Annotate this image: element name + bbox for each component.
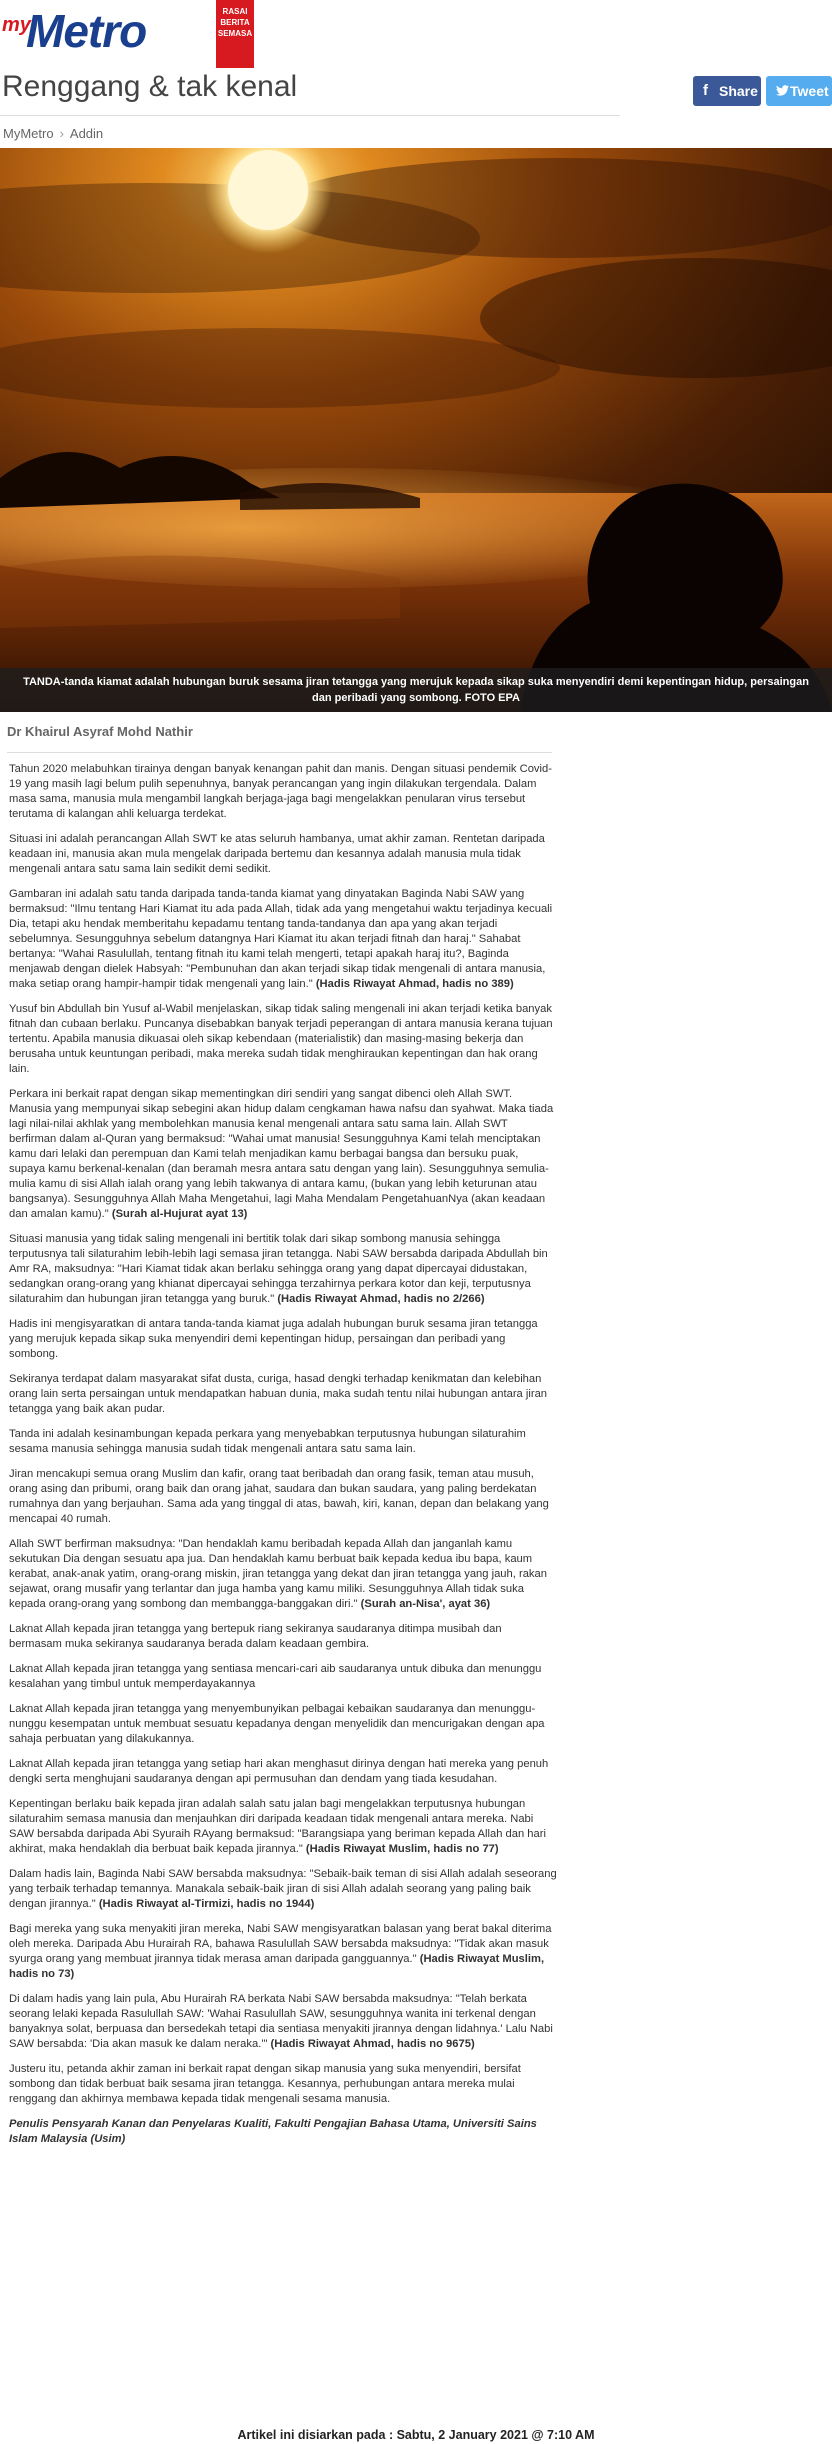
article-paragraph: Kepentingan berlaku baik kepada jiran adalah salah satu jalan bagi mengelakkan terputusnya hubungan silaturahim semasa manusia dan menjauhkan diri daripada keadaan tidak mengenali antara mereka. Nabi SAW bersabda daripada Abi Syuraih RAyang bermaksud: "Barangsiapa yang beriman kepada Allah dan hari akhirat, maka hendaklah dia berbuat baik kepada jirannya." (Hadis Riwayat Muslim, hadis no 77)	[9, 1798, 546, 1855]
article-paragraphs	[9, 762, 557, 2107]
logo-prefix: my	[2, 14, 31, 36]
logo-name: Metro	[26, 5, 147, 57]
facebook-icon: f	[703, 82, 708, 99]
article-paragraph: Perkara ini berkait rapat dengan sikap mementingkan diri sendiri yang sangat dibenci oleh Allah SWT. Manusia yang mempunyai sikap sebegini akan hidup dalam cengkaman hawa nafsu dan syahwat. Maka tiada lagi nilai-nilai akhlak yang membolehkan manusia kenal mengenali antara satu sama lain. Allah SWT berfirman dalam al-Quran yang bermaksud: "Wahai umat manusia! Sesungguhnya Kami telah menciptakan kamu dari lelaki dan perempuan dan Kami telah menjadikan kamu berbagai bangsa dan bersuku puak, supaya kamu berkenal-kenalan (dan beramah mesra antara satu dengan yang lain). Sesungguhnya semulia-mulia kamu di sisi Allah ialah orang yang lebih takwanya di antara kamu, (bukan yang lebih keturunan atau bangsanya). Sesungguhnya Allah Maha Mengetahui, lagi Maha Mendalam PengetahuanNya (akan keadaan dan amalan kamu)." (Surah al-Hujurat ayat 13)	[9, 1088, 554, 1220]
citation: (Hadis Riwayat Muslim, hadis no 77)	[305, 1843, 499, 1855]
article-paragraph: Yusuf bin Abdullah bin Yusuf al-Wabil menjelaskan, sikap tidak saling mengenali ini akan terjadi ketika banyak fitnah dan cubaan berlaku. Puncanya disebabkan banyak terjadi peperangan di antara manusia kerana tujuan tertentu. Apabila manusia dikuasai oleh sikap kebendaan (materialistik) dan masing-masing bekerja dan berusaha untuk keuntungan peribadi, maka mereka sudah tidak menghiraukan kepentingan dan hak orang lain.	[9, 1003, 553, 1075]
site-logo[interactable]	[0, 0, 256, 70]
breadcrumb-item-addin[interactable]: Addin	[69, 126, 104, 141]
article-paragraph: Gambaran ini adalah satu tanda daripada tanda-tanda kiamat yang dinyatakan Baginda Nabi SAW yang bermaksud: "Ilmu tentang Hari Kiamat itu ada pada Allah, tidak ada yang mengetahui waktu terjadinya kecuali Dia, tetapi aku hendak memberitahu kepadamu tentang tanda-tandanya dan apa yang akan terjadi sebelumnya. Sesungguhnya sebelum datangnya Hari Kiamat itu akan terjadi fitnah dan haraj." Sahabat bertanya: "Wahai Rasulullah, tentang fitnah itu kami telah mengerti, tetapi apakah haraj itu?, Baginda menjawab dengan dielek Habsyah: "Pembunuhan dan akan terjadi sikap tidak mengenali di antara manusia, maka setiap orang hampir-hampir tidak mengenali yang lain." (Hadis Riwayat Ahmad, hadis no 389)	[9, 888, 553, 990]
article-paragraph: Jiran mencakupi semua orang Muslim dan kafir, orang taat beribadah dan orang fasik, teman atau musuh, orang asing dan pribumi, orang baik dan orang jahat, saudara dan bukan saudara, yang paling berdekatan rumahnya dan yang berjauhan. Sama ada yang tinggal di atas, bawah, kiri, kanan, depan dan belakang yang mencapai 40 rumah.	[9, 1468, 549, 1525]
image-caption: TANDA-tanda kiamat adalah hubungan buruk sesama jiran tetangga yang merujuk kepada sikap suka menyendiri demi kepentingan hidup, persaingan dan peribadi yang sombong. FOTO EPA	[0, 668, 832, 712]
breadcrumb-item-mymetro[interactable]: MyMetro	[3, 126, 54, 141]
article-paragraph: Laknat Allah kepada jiran tetangga yang menyembunyikan pelbagai kebaikan saudaranya dan menunggu-nunggu kesempatan untuk membuat sesuatu kepadanya dengan menyelidik dan mencurigakan dengan apa sahaja perbuatan yang dilakukannya.	[9, 1703, 545, 1745]
author-note: Penulis Pensyarah Kanan dan Penyelaras Kualiti, Fakulti Pengajian Bahasa Utama, Universiti Sains Islam Malaysia (Usim)	[9, 2118, 537, 2145]
facebook-share-button[interactable]	[693, 76, 761, 106]
article-paragraph: Bagi mereka yang suka menyakiti jiran mereka, Nabi SAW mengisyaratkan balasan yang berat bakal diterima oleh mereka. Daripada Abu Hurairah RA, bahawa Rasulullah SAW bersabda maksudnya: "Tidak akan masuk syurga orang yang membuat jirannya tidak merasa aman daripada gangguannya." (Hadis Riwayat Muslim, hadis no 73)	[9, 1923, 552, 1980]
citation: (Hadis Riwayat Ahmad, hadis no 9675)	[270, 2038, 475, 2050]
article-paragraph: Tanda ini adalah kesinambungan kepada perkara yang menyebabkan terputusnya hubungan silaturahim sesama manusia sehingga manusia sudah tidak mengenali antara satu sama lain.	[9, 1428, 526, 1455]
article-paragraph: Situasi manusia yang tidak saling mengenali ini bertitik tolak dari sikap sombong manusia sehingga terputusnya tali silaturahim lebih-lebih lagi semasa jiran tetangga. Nabi SAW bersabda daripada Abdullah bin Amr RA, maksudnya: "Hari Kiamat tidak akan berlaku sehingga orang yang dapat dipercayai didustakan, sedangkan orang-orang yang khianat dipercayai sehingga terzahirnya perkara kotor dan keji, terputusnya silaturahim dan hubungan jiran tetangga yang buruk." (Hadis Riwayat Ahmad, hadis no 2/266)	[9, 1233, 548, 1305]
citation: (Surah al-Hujurat ayat 13)	[111, 1208, 248, 1220]
citation: (Hadis Riwayat Ahmad, hadis no 389)	[315, 978, 514, 990]
article-paragraph: Laknat Allah kepada jiran tetangga yang setiap hari akan menghasut dirinya dengan hati mereka yang penuh dengki serta menghujani saudaranya dengan api permusuhan dan dendam yang tiada kesudahan.	[9, 1758, 549, 1785]
citation: (Hadis Riwayat Muslim, hadis no 73)	[9, 1953, 545, 1980]
breadcrumb	[3, 126, 103, 141]
page-title: Renggang & tak kenal	[2, 70, 298, 103]
article-paragraph: Dalam hadis lain, Baginda Nabi SAW bersabda maksudnya: "Sebaik-baik teman di sisi Allah adalah seseorang yang terbaik terhadap temannya. Manakala sebaik-baik jiran di sisi Allah adalah seorang yang paling baik dengan jirannya." (Hadis Riwayat al-Tirmizi, hadis no 1944)	[9, 1868, 557, 1910]
article-paragraph: Di dalam hadis yang lain pula, Abu Hurairah RA berkata Nabi SAW bersabda maksudnya: "Telah berkata seorang lelaki kepada Rasulullah SAW: 'Wahai Rasulullah SAW, sesungguhnya wanita ini terkenal dengan banyaknya solat, berpuasa dan bersedekah tetapi dia sentiasa menyakiti jirannya dengan lidahnya.' Lalu Nabi SAW bersabda: 'Dia akan masuk ke dalam neraka.'" (Hadis Riwayat Ahmad, hadis no 9675)	[9, 1993, 553, 2050]
article-paragraph: Situasi ini adalah perancangan Allah SWT ke atas seluruh hambanya, umat akhir zaman. Rentetan daripada keadaan ini, manusia akan mula mengelak daripada bertemu dan kesannya adalah manusia mula tidak mengenali antara satu sama lain sedikit demi sedikit.	[9, 833, 545, 875]
citation: (Surah an-Nisa', ayat 36)	[360, 1598, 491, 1610]
article-paragraph: Tahun 2020 melabuhkan tirainya dengan banyak kenangan pahit dan manis. Dengan situasi pendemik Covid-19 yang masih lagi belum pulih sepenuhnya, banyak perancangan yang ingin dilakukan tergendala. Dalam masa sama, manusia mula mengambil langkah berjaga-jaga bagi mengelakkan penularan virus tersebut terutama di kalangan ahli keluarga terdekat.	[9, 763, 552, 820]
citation: (Hadis Riwayat al-Tirmizi, hadis no 1944)	[98, 1898, 315, 1910]
twitter-share-button[interactable]	[766, 76, 832, 106]
article-paragraph: Allah SWT berfirman maksudnya: "Dan hendaklah kamu beribadah kepada Allah dan janganlah kamu sekutukan Dia dengan sesuatu apa jua. Dan hendaklah kamu berbuat baik kepada kedua ibu bapa, kaum kerabat, anak-anak yatim, orang-orang miskin, jiran tetangga yang dekat dan jiran tetangga yang jauh, rakan sejawat, orang musafir yang terlantar dan juga hamba yang kamu miliki. Sesungguhnya Allah tidak suka kepada orang-orang yang sombong dan membangga-banggakan diri." (Surah an-Nisa', ayat 36)	[9, 1538, 547, 1610]
article-paragraph: Sekiranya terdapat dalam masyarakat sifat dusta, curiga, hasad dengki terhadap kenikmatan dan kelebihan orang lain serta persaingan untuk mendapatkan habuan dunia, maka sudah tentu nilai hubungan antara jiran tetangga yang baik akan pudar.	[9, 1373, 548, 1415]
article-paragraph: Laknat Allah kepada jiran tetangga yang sentiasa mencari-cari aib saudaranya untuk dibuka dan menunggu kesalahan yang timbul untuk memperdayakannya	[9, 1663, 542, 1690]
twitter-share-label: Tweet	[790, 83, 829, 99]
facebook-share-label: Share	[719, 83, 758, 99]
article-paragraph: Laknat Allah kepada jiran tetangga yang bertepuk riang sekiranya saudaranya ditimpa musibah dan bermasam muka sekiranya saudaranya berada dalam keadaan gembira.	[9, 1623, 502, 1650]
title-divider	[0, 115, 620, 116]
article-body	[9, 762, 557, 2157]
hero-image	[0, 148, 832, 712]
citation: (Hadis Riwayat Ahmad, hadis no 2/266)	[277, 1293, 485, 1305]
author-name: Dr Khairul Asyraf Mohd Nathir	[7, 724, 193, 739]
author-divider	[7, 752, 552, 753]
published-date: Artikel ini disiarkan pada : Sabtu, 2 January 2021 @ 7:10 AM	[237, 2428, 595, 2442]
article-paragraph: Hadis ini mengisyaratkan di antara tanda-tanda kiamat juga adalah hubungan buruk sesama jiran tetangga yang merujuk kepada sikap suka menyendiri demi kepentingan hidup, persaingan dan peribadi yang sombong.	[9, 1318, 538, 1360]
article-paragraph: Justeru itu, petanda akhir zaman ini berkait rapat dengan sikap manusia yang suka menyendiri, bersifat sombong dan tidak berbuat baik sesama jiran tetangga. Kesannya, perhubungan antara mereka mulai renggang dan akhirnya membawa kepada tidak mengenali sesama manusia.	[9, 2063, 521, 2105]
chevron-right-icon: ›	[59, 126, 64, 141]
twitter-icon	[776, 76, 789, 107]
logo-badge: RASAI BERITA SEMASA	[216, 0, 254, 68]
